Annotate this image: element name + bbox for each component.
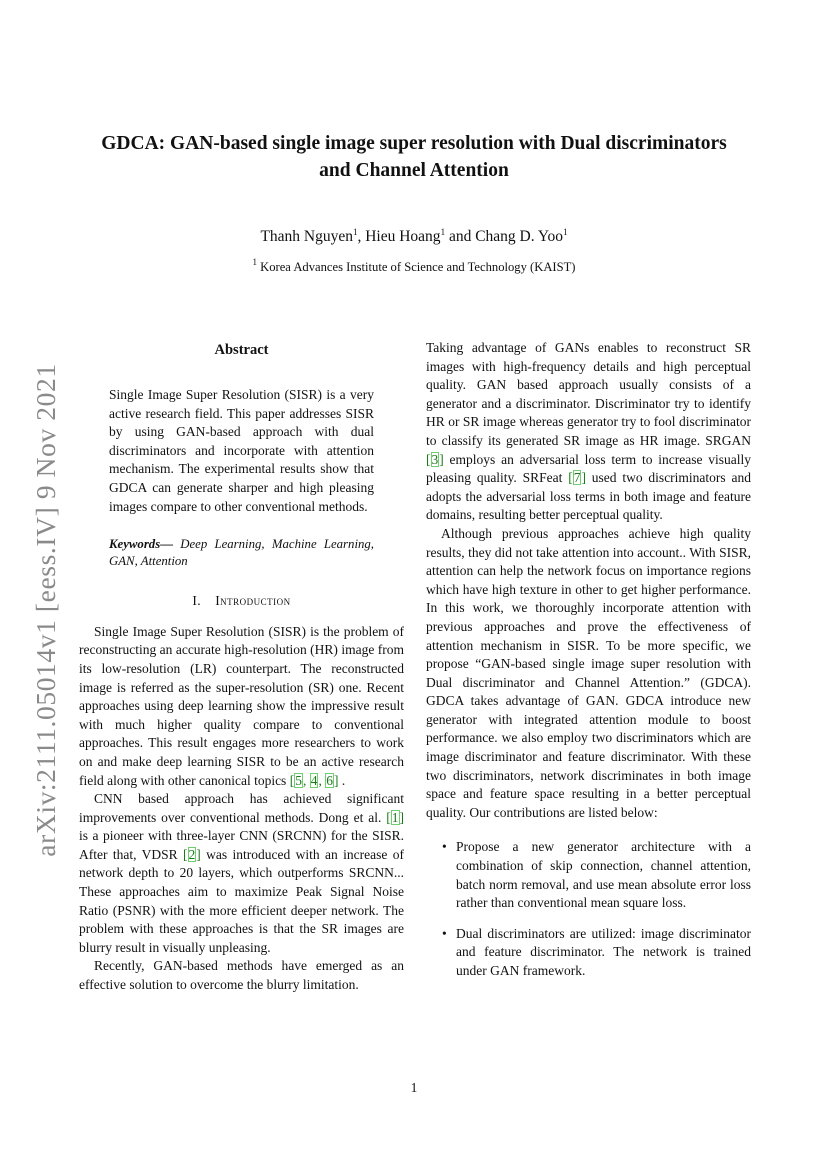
author-name: Chang D. Yoo [475,228,564,245]
page-number: 1 [410,1080,418,1095]
citation-link[interactable]: 2 [188,846,196,862]
keywords [109,536,374,570]
intro-paragraph-4: Taking advantage of GANs enables to reconstruct SR images with high-frequency details and high perceptual quality. GAN based approach usually consists of a generator and a discriminator. Discriminator try to identify HR or SR image whereas generator try to fool discriminator to classify its generated SR image as HR image. SRGAN [3] employs an adversarial loss term to increase visually pleasing quality. SRFeat [7] used two discriminators and adopts the adversarial loss terms in both image and feature domains, resulting better perceptual quality. [426,340,751,523]
section-heading [79,592,404,611]
citation-link[interactable]: 7 [573,470,581,486]
paper-title [60,130,768,184]
affiliation-marker: 1 [252,257,257,267]
author-separator: , [357,228,366,245]
bullet-icon: • [442,925,447,941]
author-list [60,227,768,247]
right-column [426,339,751,993]
affiliation-marker: 1 [440,227,446,237]
citation-link[interactable]: 1 [391,809,399,825]
list-item: • Propose a new generator architecture with a combination of skip connection, channel attention, batch norm removal, and use mean absolute error loss rather than conventional mean square loss. [442,839,751,911]
affiliation [60,259,768,275]
arxiv-stamp: arXiv:2111.05014v1 [eess.IV] 9 Nov 2021 [30,363,61,857]
title-line-2: and Channel Attention [319,160,509,181]
author-separator: and [445,228,476,245]
author-name: Hieu Hoang [365,228,441,245]
abstract-heading: Abstract [214,342,269,358]
citation-link[interactable]: 4 [310,772,318,788]
left-column [79,339,404,995]
citation-link[interactable]: 5 [295,772,302,788]
keywords-label: Keywords— [109,537,173,552]
citation-link[interactable]: 6 [326,772,333,788]
affiliation-marker: 1 [352,227,358,237]
affiliation-text: Korea Advances Institute of Science and Technology (KAIST) [256,260,576,274]
list-item: • Dual discriminators are utilized: image discriminator and feature discriminator. The network is trained under GAN framework. [442,925,751,978]
title-line-1: GDCA: GAN-based single image super resolution with Dual discriminators [101,133,727,154]
intro-paragraph-5: Although previous approaches achieve high quality results, they did not take attention into account.. With SISR, attention can help the network focus on importance regions which have high texture in other to get higher performance. In this work, we thoroughly incorporate attention with previous approaches and prove the effectiveness of attention mechanism in SISR. To be more specific, we propose “GAN-based single image super resolution with Dual discriminator and Channel Attention.” (GDCA). GDCA takes advantage of GAN. GDCA introduce new generator with integrated attention module to boost performance. we also employ two discriminators which are image discriminator and feature discriminator. With these two discriminators, network discriminates in both image space and feature space resulting in a better perceptual quality. Our contributions are listed below: [426,525,751,820]
bullet-icon: • [442,839,447,855]
keywords-text: Deep Learning, Machine Learning, GAN, Attention [109,537,374,569]
abstract-body: Single Image Super Resolution (SISR) is a very active research field. This paper addresses SISR by using GAN-based approach with dual discriminators and incorporate with attention mechanism. The experimental results show that GDCA can generate sharper and high pleasing images compare to other conventional methods. [109,387,374,514]
section-number: I. [192,593,202,609]
affiliation-marker: 1 [563,227,568,237]
contribution-list [426,838,751,980]
intro-paragraph-1: Single Image Super Resolution (SISR) is the problem of reconstructing an accurate high-resolution (HR) image from its low-resolution (LR) counterpart. The reconstructed image is referred as the super-resolution (SR) one. Recent approaches using deep learning show the impressive result with much higher quality compare to conventional approaches. This result engages more researchers to work on and make deep learning SISR to be an active research field along with other canonical topics [5, 4, 6] . [79,623,404,788]
section-title: Introduction [215,593,291,609]
citation-link[interactable]: 3 [431,451,439,467]
intro-paragraph-2: CNN based approach has achieved significant improvements over conventional methods. Dong et al. [1] is a pioneer with three-layer CNN (SRCNN) for the SISR. After that, VDSR [2] was introduced with an increase of network depth to 20 layers, which outperforms SRCNN... These approaches aim to maximize Peak Signal Noise Ratio (PSNR) with the more efficient deeper network. The problem with these approaches is that the SR images are blurry result in visually unpleasing. [79,791,404,955]
author-name: Thanh Nguyen [260,228,353,245]
intro-paragraph-3: Recently, GAN-based methods have emerged as an effective solution to overcome the blurry limitation. [79,958,404,993]
